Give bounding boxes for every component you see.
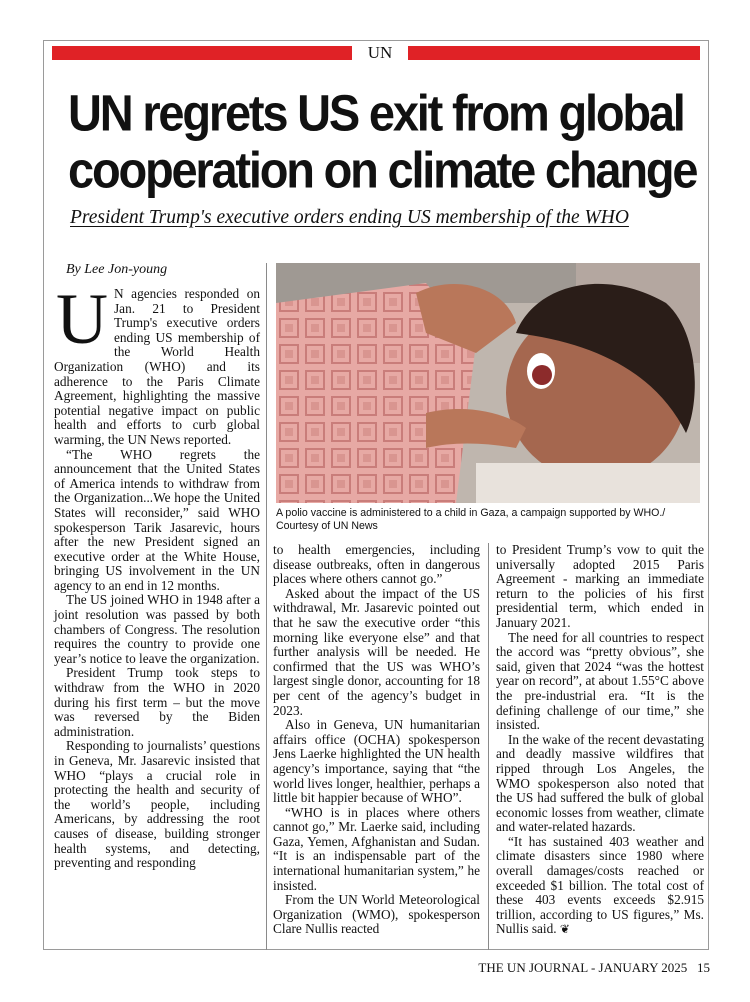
section-bar-right <box>408 46 700 60</box>
paragraph: to President Trump’s vow to quit the universally adopted 2015 Paris Agreement - marking an immediate return to the policies of his first presidential term, which ended in January 2021. <box>496 542 704 630</box>
paragraph: The US joined WHO in 1948 after a joint resolution was passed by both chambers of Congress. The resolution requires the country to provide one year’s notice to leave the organization. <box>54 592 260 666</box>
paragraph: President Trump took steps to withdraw from the WHO in 2020 during his first term – but the move was reversed by the Biden administration. <box>54 665 260 739</box>
polio-vaccine-photo-illustration <box>276 263 700 503</box>
paragraph: N agencies responded on Jan. 21 to President Trump's executive orders ending US membership of the World Health Organization (WHO) and its adherence to the Paris Climate Agreement, highlighting the massive potential negative impact on public health and efforts to curb global warming, the UN News reported. <box>54 286 260 447</box>
section-label: UN <box>367 43 393 62</box>
article-column-3 <box>496 543 704 950</box>
paragraph: Asked about the impact of the US withdrawal, Mr. Jasarevic pointed out that he saw the executive order “this morning like everyone else” and that further analysis will be needed. He confirmed that the US was WHO’s largest single donor, accounting for 18 per cent of the agency’s budget in 2023. <box>273 585 480 718</box>
journal-name: THE UN JOURNAL - JANUARY 2025 <box>478 960 688 975</box>
paragraph: From the UN World Meteorological Organization (WMO), spokesperson Clare Nullis reacted <box>273 892 480 937</box>
page-number: 15 <box>697 960 710 975</box>
article-column-1 <box>54 279 260 950</box>
paragraph: to health emergencies, including disease outbreaks, often in dangerous places where others cannot go.” <box>273 542 480 587</box>
paragraph: Responding to journalists’ questions in Geneva, Mr. Jasarevic insisted that WHO “plays a crucial role in protecting the health and security of the world’s people, including Americans, by addressing the root causes of disease, building stronger health systems, and detecting, preventing and responding <box>54 738 260 871</box>
subheadline: President Trump's executive orders ending US membership of the WHO <box>70 207 629 228</box>
drop-cap: U <box>56 279 108 359</box>
paragraph: Also in Geneva, UN humanitarian affairs office (OCHA) spokesperson Jens Laerke highlighted the UN health agency’s importance, saying that “the world lives longer, healthier, perhaps a little bit happier because of WHO”. <box>273 717 480 806</box>
paragraph: In the wake of the recent devastating and deadly massive wildfires that ripped through Los Angeles, the WMO spokesperson also noted that the US had suffered the bulk of global economic losses from weather, climate and water-related hazards. <box>496 731 704 835</box>
paragraph: “The WHO regrets the announcement that the United States of America intends to withdraw from the Organization...We hope the United States will reconsider,” said WHO spokesperson Tarik Jasarevic, hours after the new President signed an executive order at the White House, bringing US involvement in the UN agency to an end in 12 months. <box>54 446 260 593</box>
article-column-2 <box>273 543 480 950</box>
column-divider <box>266 263 267 950</box>
paragraph: The need for all countries to respect the accord was “pretty obvious”, she said, given that 2024 “was the hottest year on record”, at about 1.55°C above the pre-industrial era. “It is the defining challenge of our time,” she insisted. <box>496 629 704 733</box>
headline: UN regrets US exit from global cooperation on climate change <box>68 84 697 199</box>
paragraph-text: “It has sustained 403 weather and climate disasters since 1980 where overall damages/costs reached or exceeded $1 billion. The total cost of these 403 events exceeds $2.915 trillion, according to US figures,” Ms. Nullis said. <box>496 833 704 937</box>
paragraph: “WHO is in places where others cannot go,” Mr. Laerke said, including Gaza, Yemen, Afghanistan and Sudan. “It is an indispensable part of the international humanitarian system,” he insisted. <box>273 804 480 893</box>
page-footer <box>476 960 710 976</box>
byline: By Lee Jon-young <box>66 262 168 277</box>
column-divider <box>488 543 489 950</box>
paragraph <box>496 835 704 937</box>
section-bar-left <box>52 46 352 60</box>
end-mark-icon: ❦ <box>559 922 570 937</box>
photo-caption: A polio vaccine is administered to a child in Gaza, a campaign supported by WHO./ Courtesy of UN News <box>276 507 666 532</box>
article-photo <box>276 263 700 503</box>
